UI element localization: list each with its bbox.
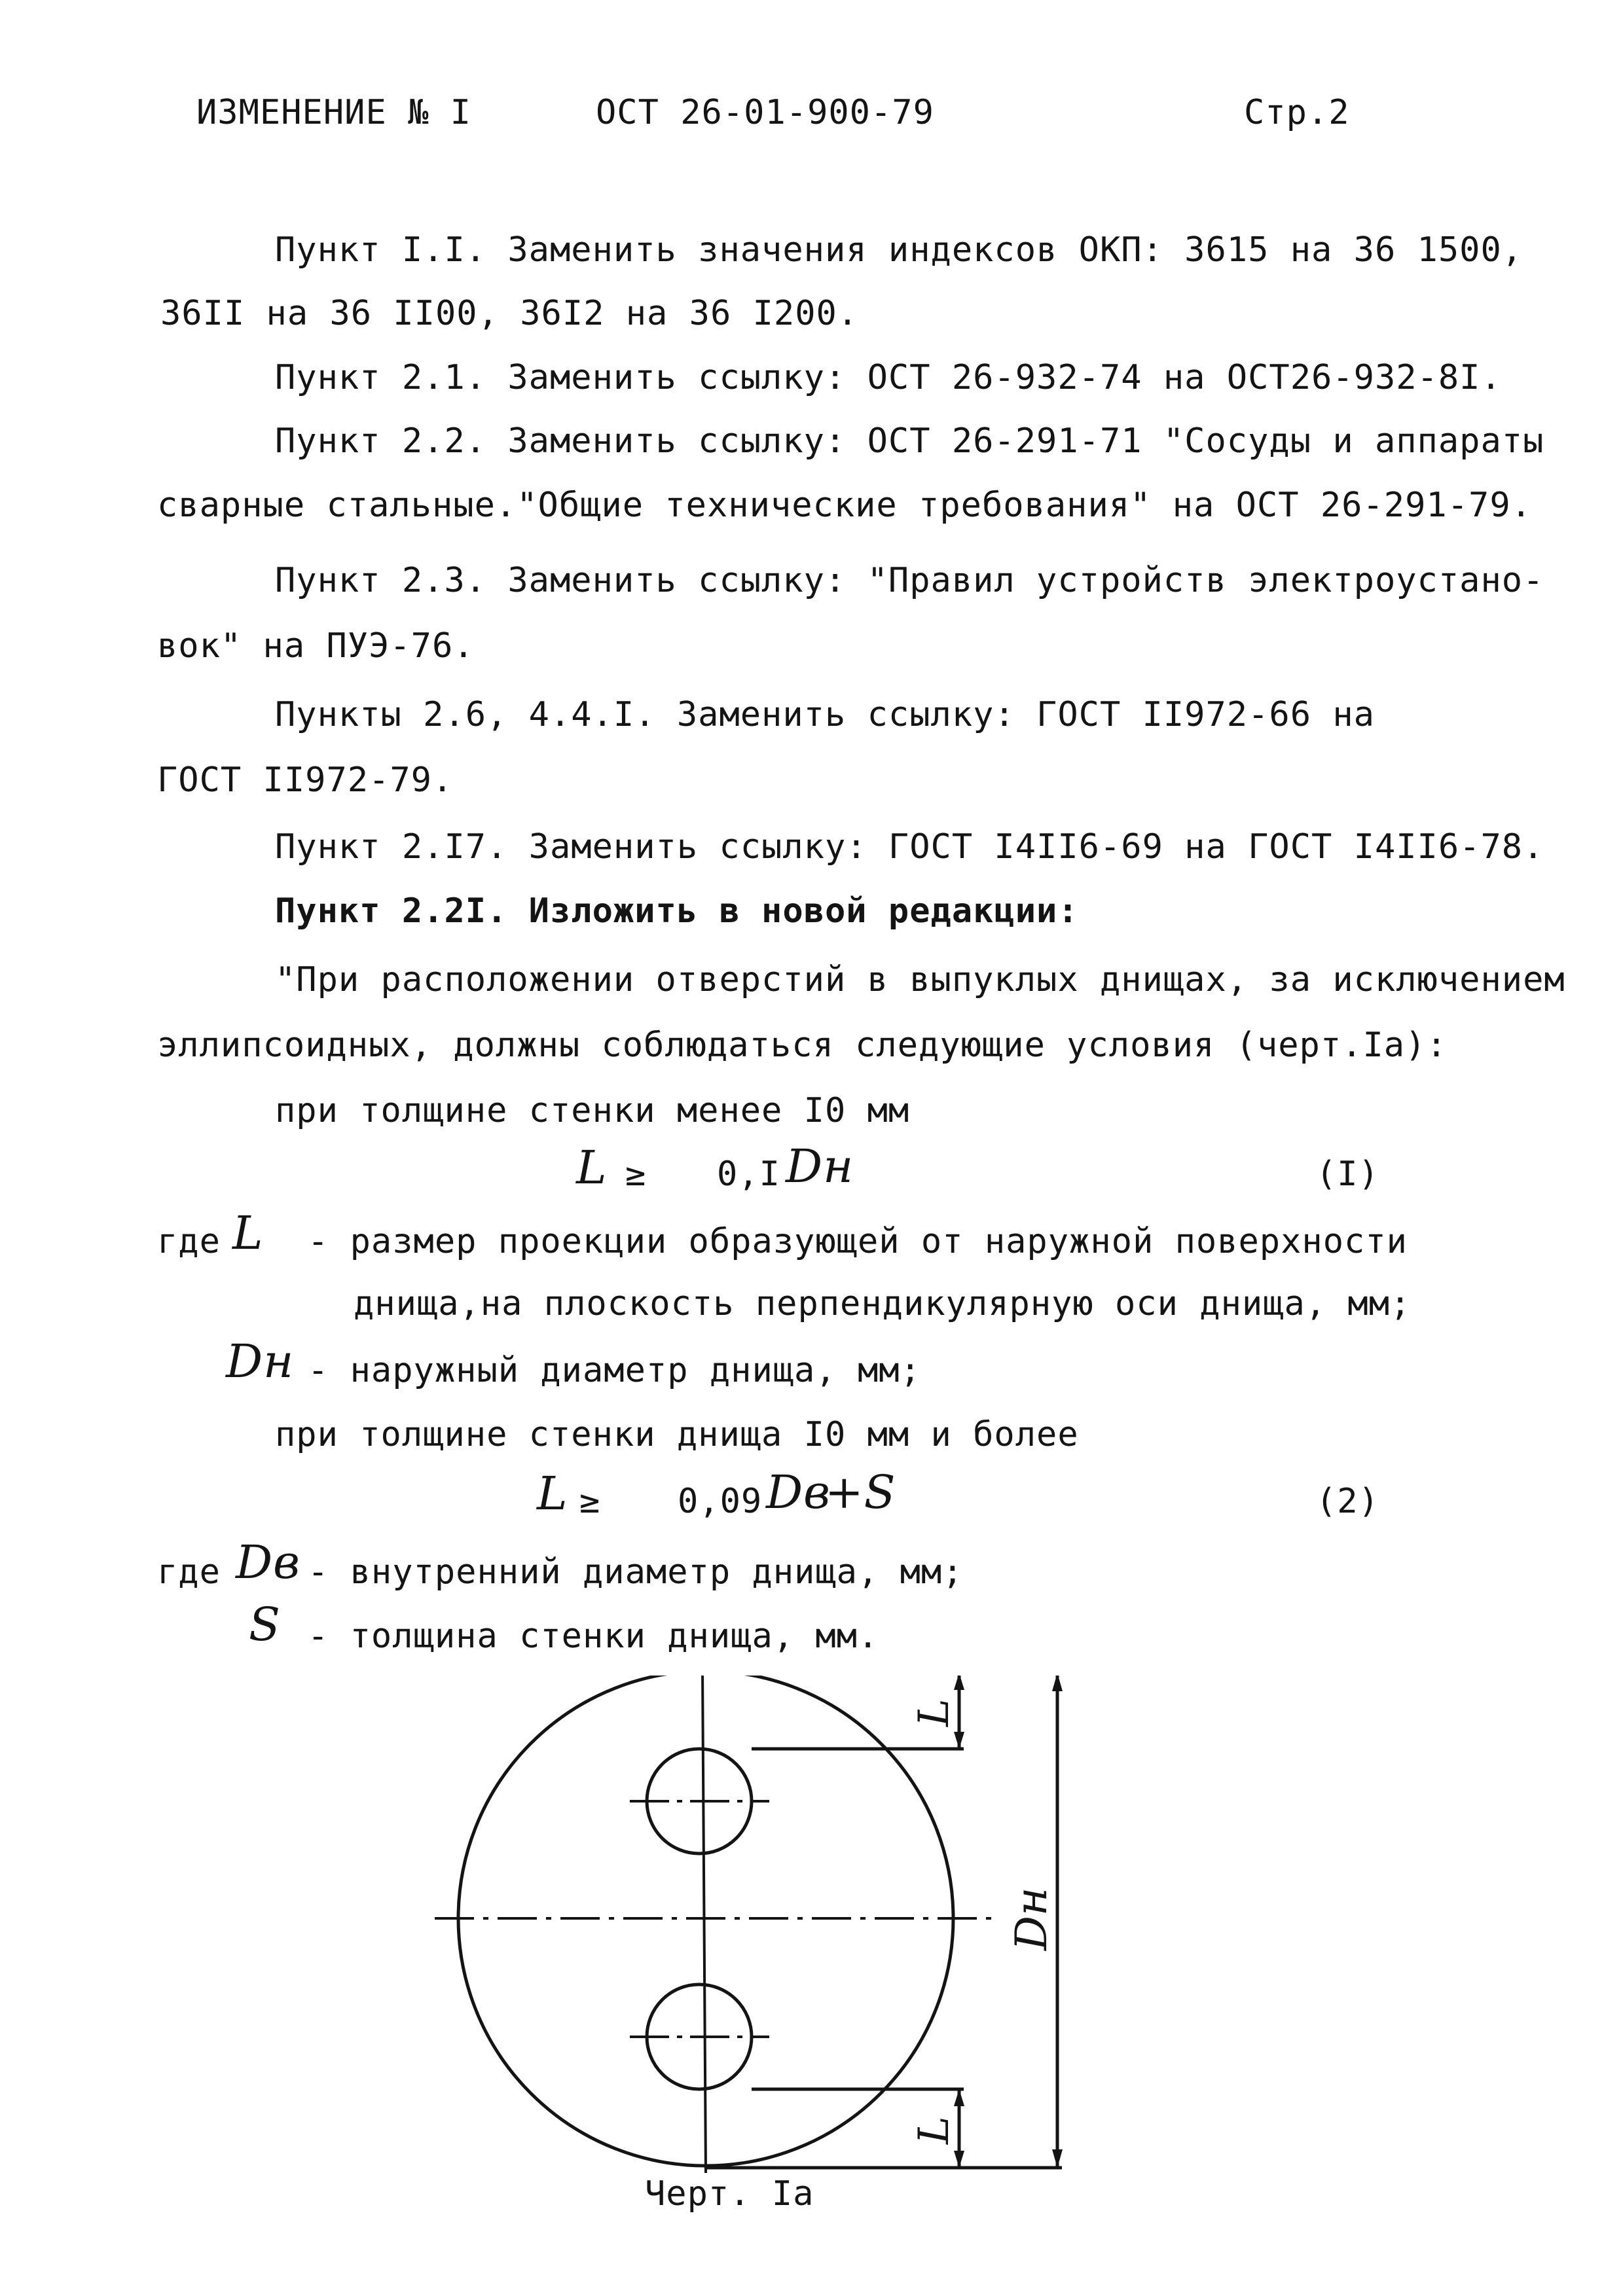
item-1-1-line-1: Пункт I.I. Заменить значения индексов ОКП: 3615 на 36 1500,: [275, 230, 1523, 270]
item-2-17: Пункт 2.I7. Заменить ссылку: ГОСТ I4II6-69 на ГОСТ I4II6-78.: [275, 827, 1544, 867]
dn-symbol: Dн: [226, 1335, 295, 1388]
formula-1-dn: Dн: [786, 1139, 854, 1193]
db-symbol: Dв: [236, 1535, 301, 1589]
item-2-2-line-2: сварные стальные."Общие технические требования" на ОСТ 26-291-79.: [157, 486, 1532, 525]
head-drawing: [393, 1676, 1100, 2173]
item-2-21-heading: Пункт 2.2I. Изложить в новой редакции:: [275, 891, 1079, 931]
item-2-3-line-2: вок" на ПУЭ-76.: [157, 626, 475, 666]
item-2-6-line-1: Пункты 2.6, 4.4.I. Заменить ссылку: ГОСТ II972-66 на: [275, 695, 1375, 734]
formula-1-operator: ≥: [625, 1155, 647, 1194]
condition-intro-line-2: эллипсоидных, должны соблюдаться следующие условия (черт.Iа):: [157, 1026, 1448, 1065]
formula-1-number: (I): [1316, 1155, 1379, 1194]
item-2-2-line-1: Пункт 2.2. Заменить ссылку: ОСТ 26-291-71 "Сосуды и аппараты: [275, 422, 1544, 461]
condition-thin-wall: при толщине стенки менее I0 мм: [275, 1091, 910, 1130]
definition-db: - внутренний диаметр днища, мм;: [308, 1552, 964, 1592]
change-label: ИЗМЕНЕНИЕ № I: [196, 93, 471, 132]
definition-s: - толщина стенки днища, мм.: [308, 1617, 879, 1656]
formula-2-l: L: [537, 1467, 568, 1520]
formula-2-plus-s: +S: [825, 1465, 896, 1519]
s-symbol: S: [249, 1598, 281, 1651]
formula-1-coefficient: 0,I: [717, 1155, 780, 1194]
where-label-1: где: [157, 1222, 221, 1261]
formula-2-number: (2): [1316, 1482, 1379, 1521]
item-2-3-line-1: Пункт 2.3. Заменить ссылку: "Правил устройств электроустано-: [275, 561, 1544, 600]
condition-thick-wall: при толщине стенки днища I0 мм и более: [275, 1415, 1079, 1454]
label-l-bottom: L: [910, 2116, 958, 2144]
figure-caption: Черт. Iа: [645, 2174, 814, 2214]
item-1-1-line-2: 36II на 36 II00, 36I2 на 36 I200.: [160, 294, 859, 333]
where-label-2: где: [157, 1552, 221, 1592]
formula-2-db: Dв: [766, 1465, 831, 1519]
item-2-6-line-2: ГОСТ II972-79.: [157, 761, 454, 800]
label-l-top: L: [910, 1698, 958, 1727]
formula-1-l: L: [576, 1141, 608, 1194]
label-dn: Dн: [1006, 1887, 1057, 1950]
definition-l-line-2: днища,на плоскость перпендикулярную оси днища, мм;: [354, 1284, 1412, 1323]
item-2-1: Пункт 2.1. Заменить ссылку: ОСТ 26-932-74 на ОСТ26-932-8I.: [275, 358, 1502, 397]
formula-2-operator: ≥: [579, 1482, 601, 1521]
condition-intro-line-1: "При расположении отверстий в выпуклых днищах, за исключением: [275, 960, 1565, 999]
where-l-symbol: L: [232, 1206, 264, 1260]
formula-2-coefficient: 0,09: [678, 1482, 763, 1521]
definition-l-line-1: - размер проекции образующей от наружной поверхности: [308, 1222, 1408, 1261]
definition-dn: - наружный диаметр днища, мм;: [308, 1351, 921, 1390]
page-number: Стр.2: [1244, 93, 1350, 132]
standard-number: ОСТ 26-01-900-79: [596, 93, 934, 132]
